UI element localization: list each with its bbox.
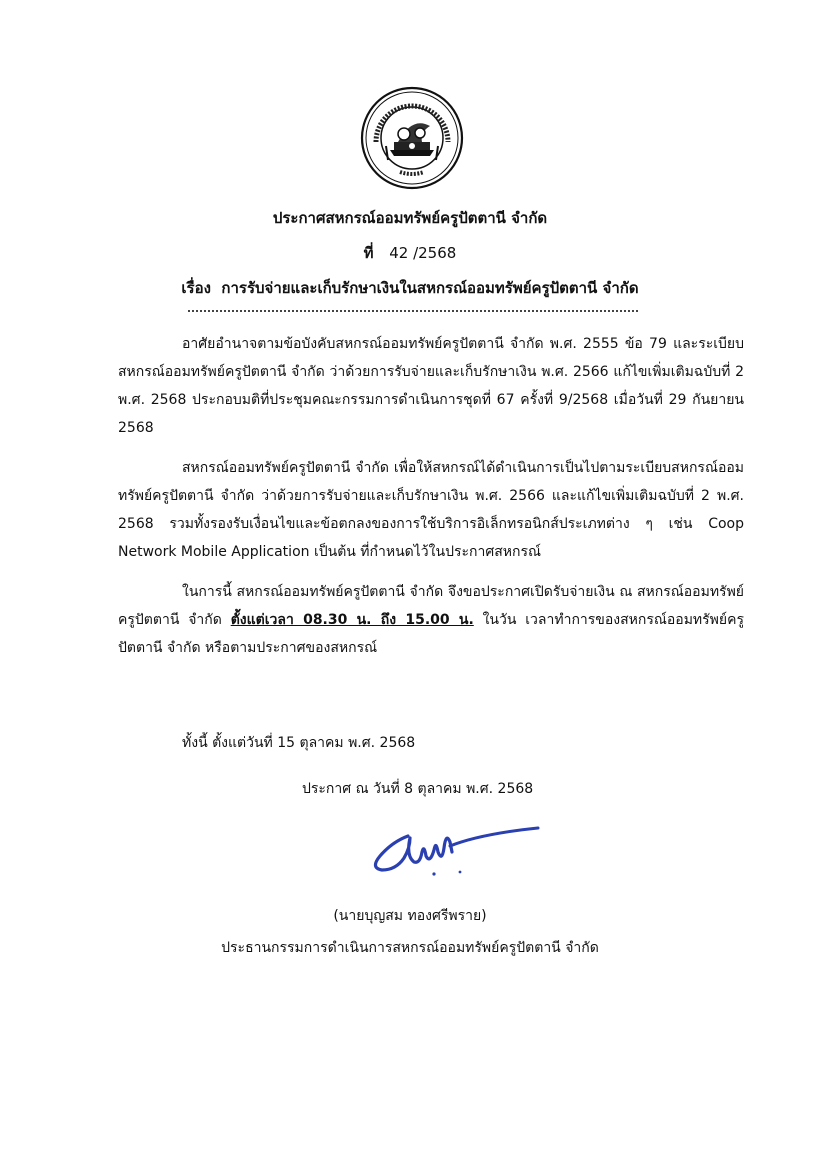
- office-hours-highlight: ตั้งแต่เวลา 08.30 น. ถึง 15.00 น.: [230, 612, 474, 628]
- announcement-date: ประกาศ ณ วันที่ 8 ตุลาคม พ.ศ. 2568: [302, 781, 534, 797]
- paragraph-1: อาศัยอำนาจตามข้อบังคับสหกรณ์ออมทรัพย์ครูปัตตานี จำกัด พ.ศ. 2555 ข้อ 79 และระเบียบสหกรณ์ออมทรัพย์ครูปัตตานี จำกัด ว่าด้วยการรับจ่ายและเก็บรักษาเงิน พ.ศ. 2566 แก้ไขเพิ่มเติมฉบับที่ 2 พ.ศ. 2568 ประกอบมติที่ประชุมคณะกรรมการดำเนินการชุดที่ 67 ครั้งที่ 9/2568 เมื่อวันที่ 29 กันยายน 2568: [118, 336, 744, 436]
- number-value: 42 /2568: [389, 244, 457, 262]
- subject-text: การรับจ่ายและเก็บรักษาเงินในสหกรณ์ออมทรัพย์ครูปัตตานี จำกัด: [221, 279, 639, 297]
- announcement-subject: [0, 276, 820, 300]
- body-content: [118, 330, 744, 662]
- dotted-divider: [188, 310, 638, 312]
- announcement-title: ประกาศสหกรณ์ออมทรัพย์ครูปัตตานี จำกัด: [272, 209, 548, 227]
- paragraph-3-end: ในวัน เวลาทำการของสหกรณ์ออมทรัพย์ครูปัตตานี จำกัด หรือตามประกาศของสหกรณ์: [118, 612, 744, 656]
- paragraph-3: [118, 578, 744, 662]
- cooperative-seal-logo: [360, 86, 464, 190]
- announcement-number: [0, 241, 820, 265]
- paragraph-3-start: ในการนี้ สหกรณ์ออมทรัพย์ครูปัตตานี จำกัด จึงขอประกาศเปิดรับจ่ายเงิน ณ สหกรณ์ออมทรัพย์ครูปัตตานี จำกัด: [118, 584, 744, 628]
- signer-position: ประธานกรรมการดำเนินการสหกรณ์ออมทรัพย์ครูปัตตานี จำกัด: [221, 940, 599, 956]
- effective-date: ทั้งนี้ ตั้งแต่วันที่ 15 ตุลาคม พ.ศ. 2568: [182, 735, 416, 751]
- subject-label: เรื่อง: [181, 279, 211, 297]
- signer-name: (นายบุญสม ทองศรีพราย): [333, 908, 487, 924]
- paragraph-2: สหกรณ์ออมทรัพย์ครูปัตตานี จำกัด เพื่อให้สหกรณ์ได้ดำเนินการเป็นไปตามระเบียบสหกรณ์ออมทรัพย์ครูปัตตานี จำกัด ว่าด้วยการรับจ่ายและเก็บรักษาเงิน พ.ศ. 2566 และแก้ไขเพิ่มเติมฉบับที่ 2 พ.ศ. 2568 รวมทั้งรองรับเงื่อนไขและข้อตกลงของการใช้บริการอิเล็กทรอนิกส์ประเภทต่าง ๆ เช่น Coop Network Mobile Application เป็นต้น ที่กำหนดไว้ในประกาศสหกรณ์: [118, 460, 744, 560]
- handwritten-signature: [368, 812, 540, 888]
- number-label: ที่: [363, 244, 374, 262]
